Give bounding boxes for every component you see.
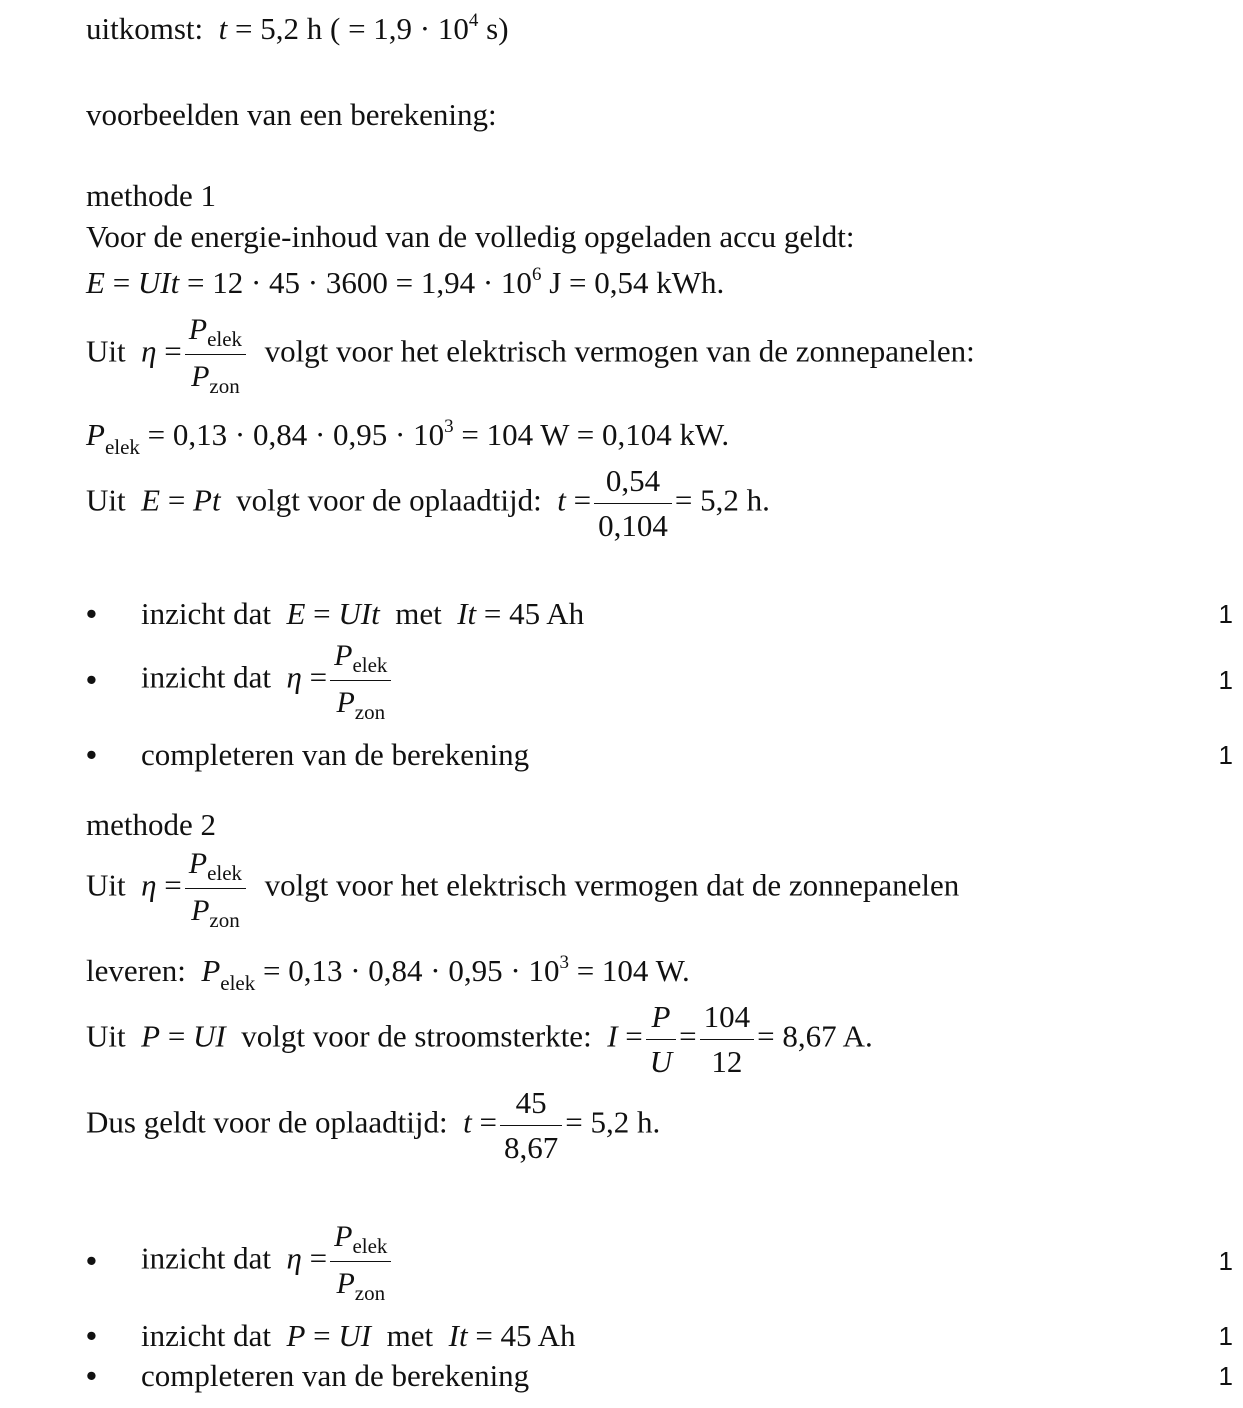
method1-energy-formula: E = UIt = $12 \cdot 45 \cdot 3600 = 1,94 \cdot 10^6$ J = 0,54 kWh. <box>86 264 725 300</box>
bullet-icon: • <box>86 662 97 697</box>
bullet-icon: • <box>86 1243 97 1278</box>
method1-title: methode 1 <box>86 178 216 213</box>
method2-current-line: Uit P = UI volgt voor de stroomsterkte: I = $\frac{P}{U}$ = $\frac{104}{12}$ = 8,67 A. <box>86 999 873 1079</box>
method1-power-formula: $P_{elek} = 0,13 \cdot 0,84 \cdot 0,95 \cdot 10^3 = 104$ W = 0,104 kW. <box>86 416 730 459</box>
method2-bullet-1: • inzicht dat η = $\frac{P_{elek}}{P_{zon}}$ 1 <box>86 1219 1233 1305</box>
method1-time-line: Uit E = Pt volgt voor de oplaadtijd: t = $\frac{0,54}{0,104}$ = 5,2 h. <box>86 463 770 543</box>
method1-bullet-3: • completeren van de berekening 1 <box>86 737 1233 772</box>
result-label: uitkomst: <box>86 11 204 46</box>
score: 1 <box>1218 739 1233 770</box>
method1-bullet-1: • inzicht dat E = UIt met It = 45 Ah 1 <box>86 596 1233 631</box>
bullet-icon: • <box>86 596 97 631</box>
score: 1 <box>1218 1360 1233 1391</box>
method1-efficiency-line: Uit η = $\frac{P_{elek}}{P_{zon}}$ volgt voor het elektrisch vermogen van de zonnepanelen: <box>86 313 975 398</box>
bullet-icon: • <box>86 737 97 772</box>
time-fraction-m1: $\frac{0,54}{0,104}$ <box>594 465 672 542</box>
bullet-icon: • <box>86 1318 97 1353</box>
method1-bullet-2: • inzicht dat η = $\frac{P_{elek}}{P_{zon}}$ 1 <box>86 638 1233 724</box>
score: 1 <box>1218 1245 1233 1276</box>
score: 1 <box>1218 1320 1233 1351</box>
method1-intro: Voor de energie-inhoud van de volledig opgeladen accu geldt: <box>86 219 855 254</box>
bullet-icon: • <box>86 1358 97 1393</box>
efficiency-fraction: $\frac{P_{elek}}{P_{zon}}$ <box>185 314 246 395</box>
examples-heading: voorbeelden van een berekening: <box>86 97 497 132</box>
method2-time-line: Dus geldt voor de oplaadtijd: t = $\frac{45}{8,67}$ = 5,2 h. <box>86 1085 661 1165</box>
result-line: uitkomst: t = 5,2 h ( = $1,9 \cdot 10^4$ s) <box>86 10 509 46</box>
score: 1 <box>1218 598 1233 629</box>
method2-efficiency-line: Uit η = $\frac{P_{elek}}{P_{zon}}$ volgt voor het elektrisch vermogen dat de zonnepanelen <box>86 847 960 932</box>
method2-bullet-3: • completeren van de berekening 1 <box>86 1358 1233 1393</box>
method2-bullet-2: • inzicht dat P = UI met It = 45 Ah 1 <box>86 1318 1233 1353</box>
score: 1 <box>1218 664 1233 695</box>
method2-power-line: leveren: $P_{elek} = 0,13 \cdot 0,84 \cdot 0,95 \cdot 10^3 = 104$ W. <box>86 952 690 995</box>
method2-title: methode 2 <box>86 807 216 842</box>
